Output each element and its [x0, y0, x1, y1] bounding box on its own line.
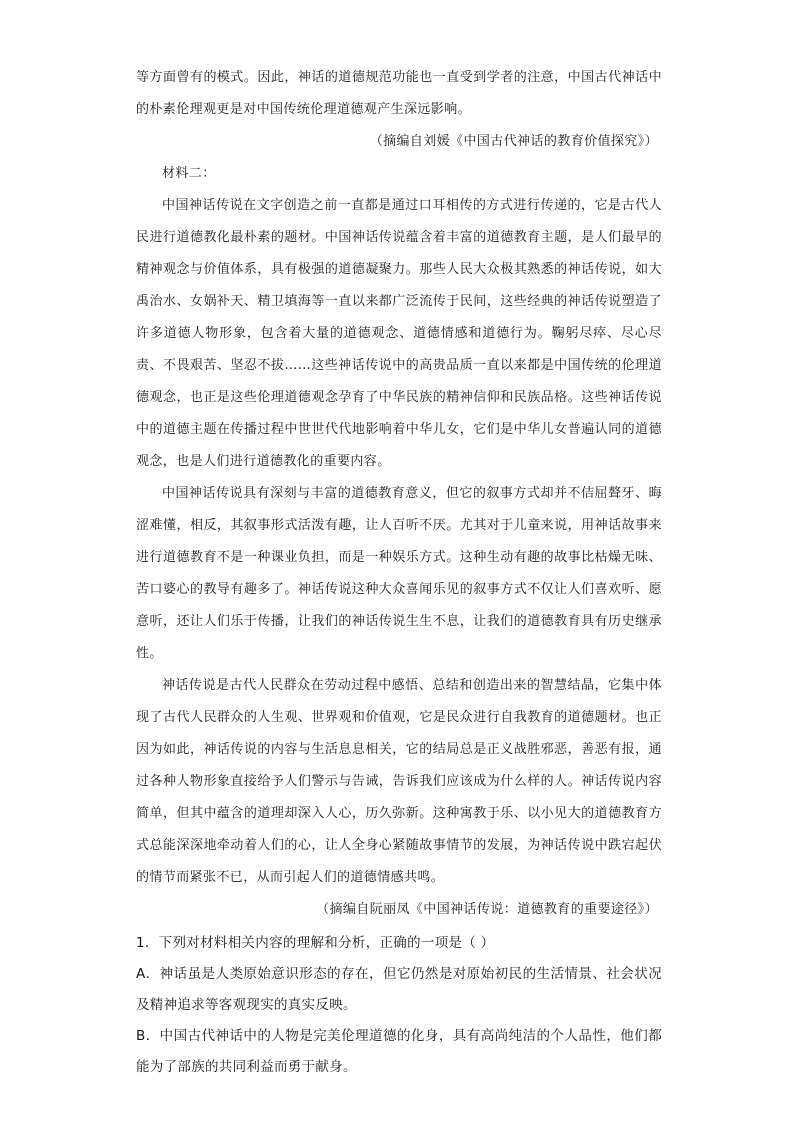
material2-label: 材料二：: [162, 166, 216, 181]
document-body: [136, 62, 662, 1083]
material2-paragraph-3: 神话传说是古代人民群众在劳动过程中感悟、总结和创造出来的智慧结晶，它集中体现了古代人民群众的人生观、世界观和价值观，它是民众进行自我教育的道德题材。也正因为如此，神话传说的内容与生活息息相关，它的结局总是正义战胜邪恶，善恶有报，通过各种人物形象直接给予人们警示与告诫，告诉我们应该成为什么样的人。神话传说内容简单，但其中蕴含的道理却深入人心，历久弥新。这种寓教于乐、以小见大的道德教育方式总能深深地牵动着人们的心，让人全身心紧随故事情节的发展，为神话传说中跌宕起伏的情节而紧张不已，从而引起人们的道德情感共鸣。: [136, 678, 662, 885]
material1-source: （摘编自刘媛《中国古代神话的教育价值探究》）: [369, 134, 658, 149]
material1-tail-paragraph: 等方面曾有的模式。因此，神话的道德规范功能也一直受到学者的注意，中国古代神话中的朴素伦理观更是对中国传统伦理道德观产生深远影响。: [136, 70, 662, 117]
material2-paragraph-1: 中国神话传说在文字创造之前一直都是通过口耳相传的方式进行传递的，它是古代人民进行道德教化最朴素的题材。中国神话传说蕴含着丰富的道德教育主题，是人们最早的精神观念与价值体系，具有极强的道德凝聚力。那些人民大众极其熟悉的神话传说，如大禹治水、女娲补天、精卫填海等一直以来都广泛流传于民间，这些经典的神话传说塑造了许多道德人物形象，包含着大量的道德观念、道德情感和道德行为。鞠躬尽瘁、尽心尽责、不畏艰苦、坚忍不拔……这些神话传说中的高贵品质一直以来都是中国传统的伦理道德观念，也正是这些伦理道德观念孕育了中华民族的精神信仰和民族品格。这些神话传说中的道德主题在传播过程中世世代代地影响着中华儿女，它们是中华儿女普遍认同的道德观念，也是人们进行道德教化的重要内容。: [136, 198, 662, 469]
material2-source: （摘编自阮丽凤《中国神话传说：道德教育的重要途径》）: [316, 902, 658, 917]
question-stem: 1．下列对材料相关内容的理解和分析，正确的一项是（ ）: [136, 935, 495, 951]
question-option-a: A．神话虽是人类原始意识形态的存在，但它仍然是对原始初民的生活情景、社会状况及精神追求等客观现实的真实反映。: [136, 966, 662, 1013]
question-option-b: B．中国古代神话中的人物是完美伦理道德的化身，具有高尚纯洁的个人品性，他们都能为了部族的共同利益而勇于献身。: [136, 1028, 662, 1075]
material2-paragraph-2: 中国神话传说具有深刻与丰富的道德教育意义，但它的叙事方式却并不佶屈聱牙、晦涩难懂，相反，其叙事形式活泼有趣，让人百听不厌。尤其对于儿童来说，用神话故事来进行道德教育不是一种课业负担，而是一种娱乐方式。这种生动有趣的故事比枯燥无味、苦口婆心的教导有趣多了。神话传说这种大众喜闻乐见的叙事方式不仅让人们喜欢听、愿意听，还让人们乐于传播，让我们的神话传说生生不息，让我们的道德教育具有历史继承性。: [136, 486, 662, 661]
